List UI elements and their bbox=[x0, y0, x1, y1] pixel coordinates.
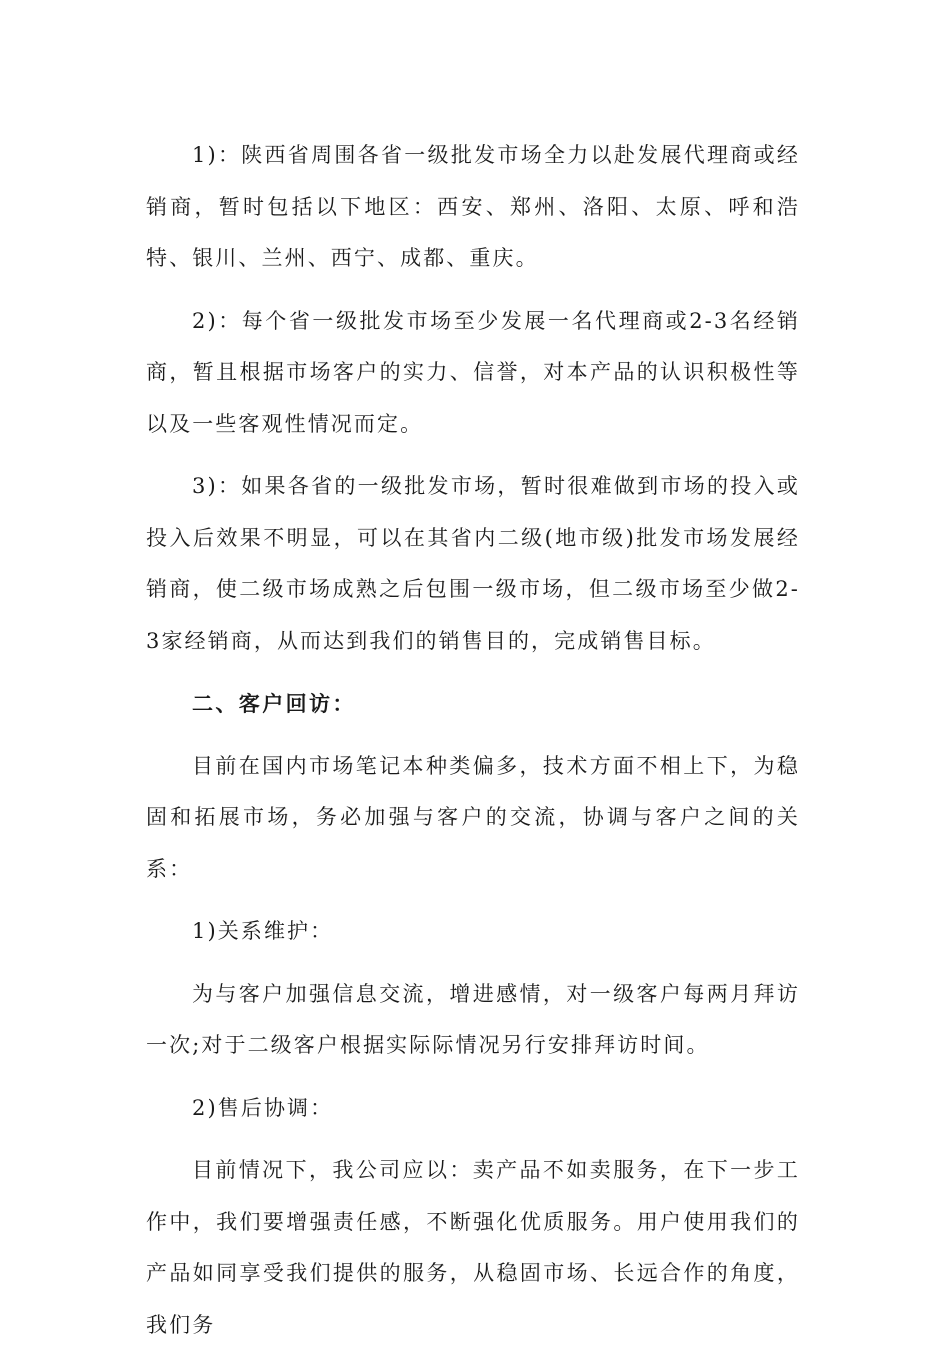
paragraph-customer-communication: 目前在国内市场笔记本种类偏多，技术方面不相上下，为稳固和拓展市场，务必加强与客户的交流，协调与客户之间的关系： bbox=[146, 753, 800, 881]
paragraph-province-markets: 1)：陕西省周围各省一级批发市场全力以赴发展代理商或经销商，暂时包括以下地区：西安、郑州、洛阳、太原、呼和浩特、银川、兰州、西宁、成都、重庆。 bbox=[146, 143, 800, 270]
document-page bbox=[146, 130, 800, 1362]
paragraph-dealer-development: 2)：每个省一级批发市场至少发展一名代理商或2-3名经销商，暂且根据市场客户的实力、信誉，对本产品的认识积极性等以及一些客观性情况而定。 bbox=[146, 308, 800, 436]
paragraph-service-quality: 目前情况下，我公司应以：卖产品不如卖服务，在下一步工作中，我们要增强责任感，不断强化优质服务。用户使用我们的产品如同享受我们提供的服务，从稳固市场、长远合作的角度，我们务 bbox=[146, 1158, 800, 1337]
paragraph-visit-schedule: 为与客户加强信息交流，增进感情，对一级客户每两月拜访一次;对于二级客户根据实际际情况另行安排拜访时间。 bbox=[146, 981, 800, 1057]
subheading-after-sales: 2)售后协调： bbox=[192, 1095, 334, 1120]
section-heading-customer-visits: 二、客户回访： bbox=[192, 691, 356, 716]
paragraph-secondary-markets: 3)：如果各省的一级批发市场，暂时很难做到市场的投入或投入后效果不明显，可以在其省内二级(地市级)批发市场发展经销商，使二级市场成熟之后包围一级市场，但二级市场至少做2-3家经销商，从而达到我们的销售目的，完成销售目标。 bbox=[146, 474, 800, 653]
subheading-relationship-maintenance: 1)关系维护： bbox=[192, 919, 334, 943]
